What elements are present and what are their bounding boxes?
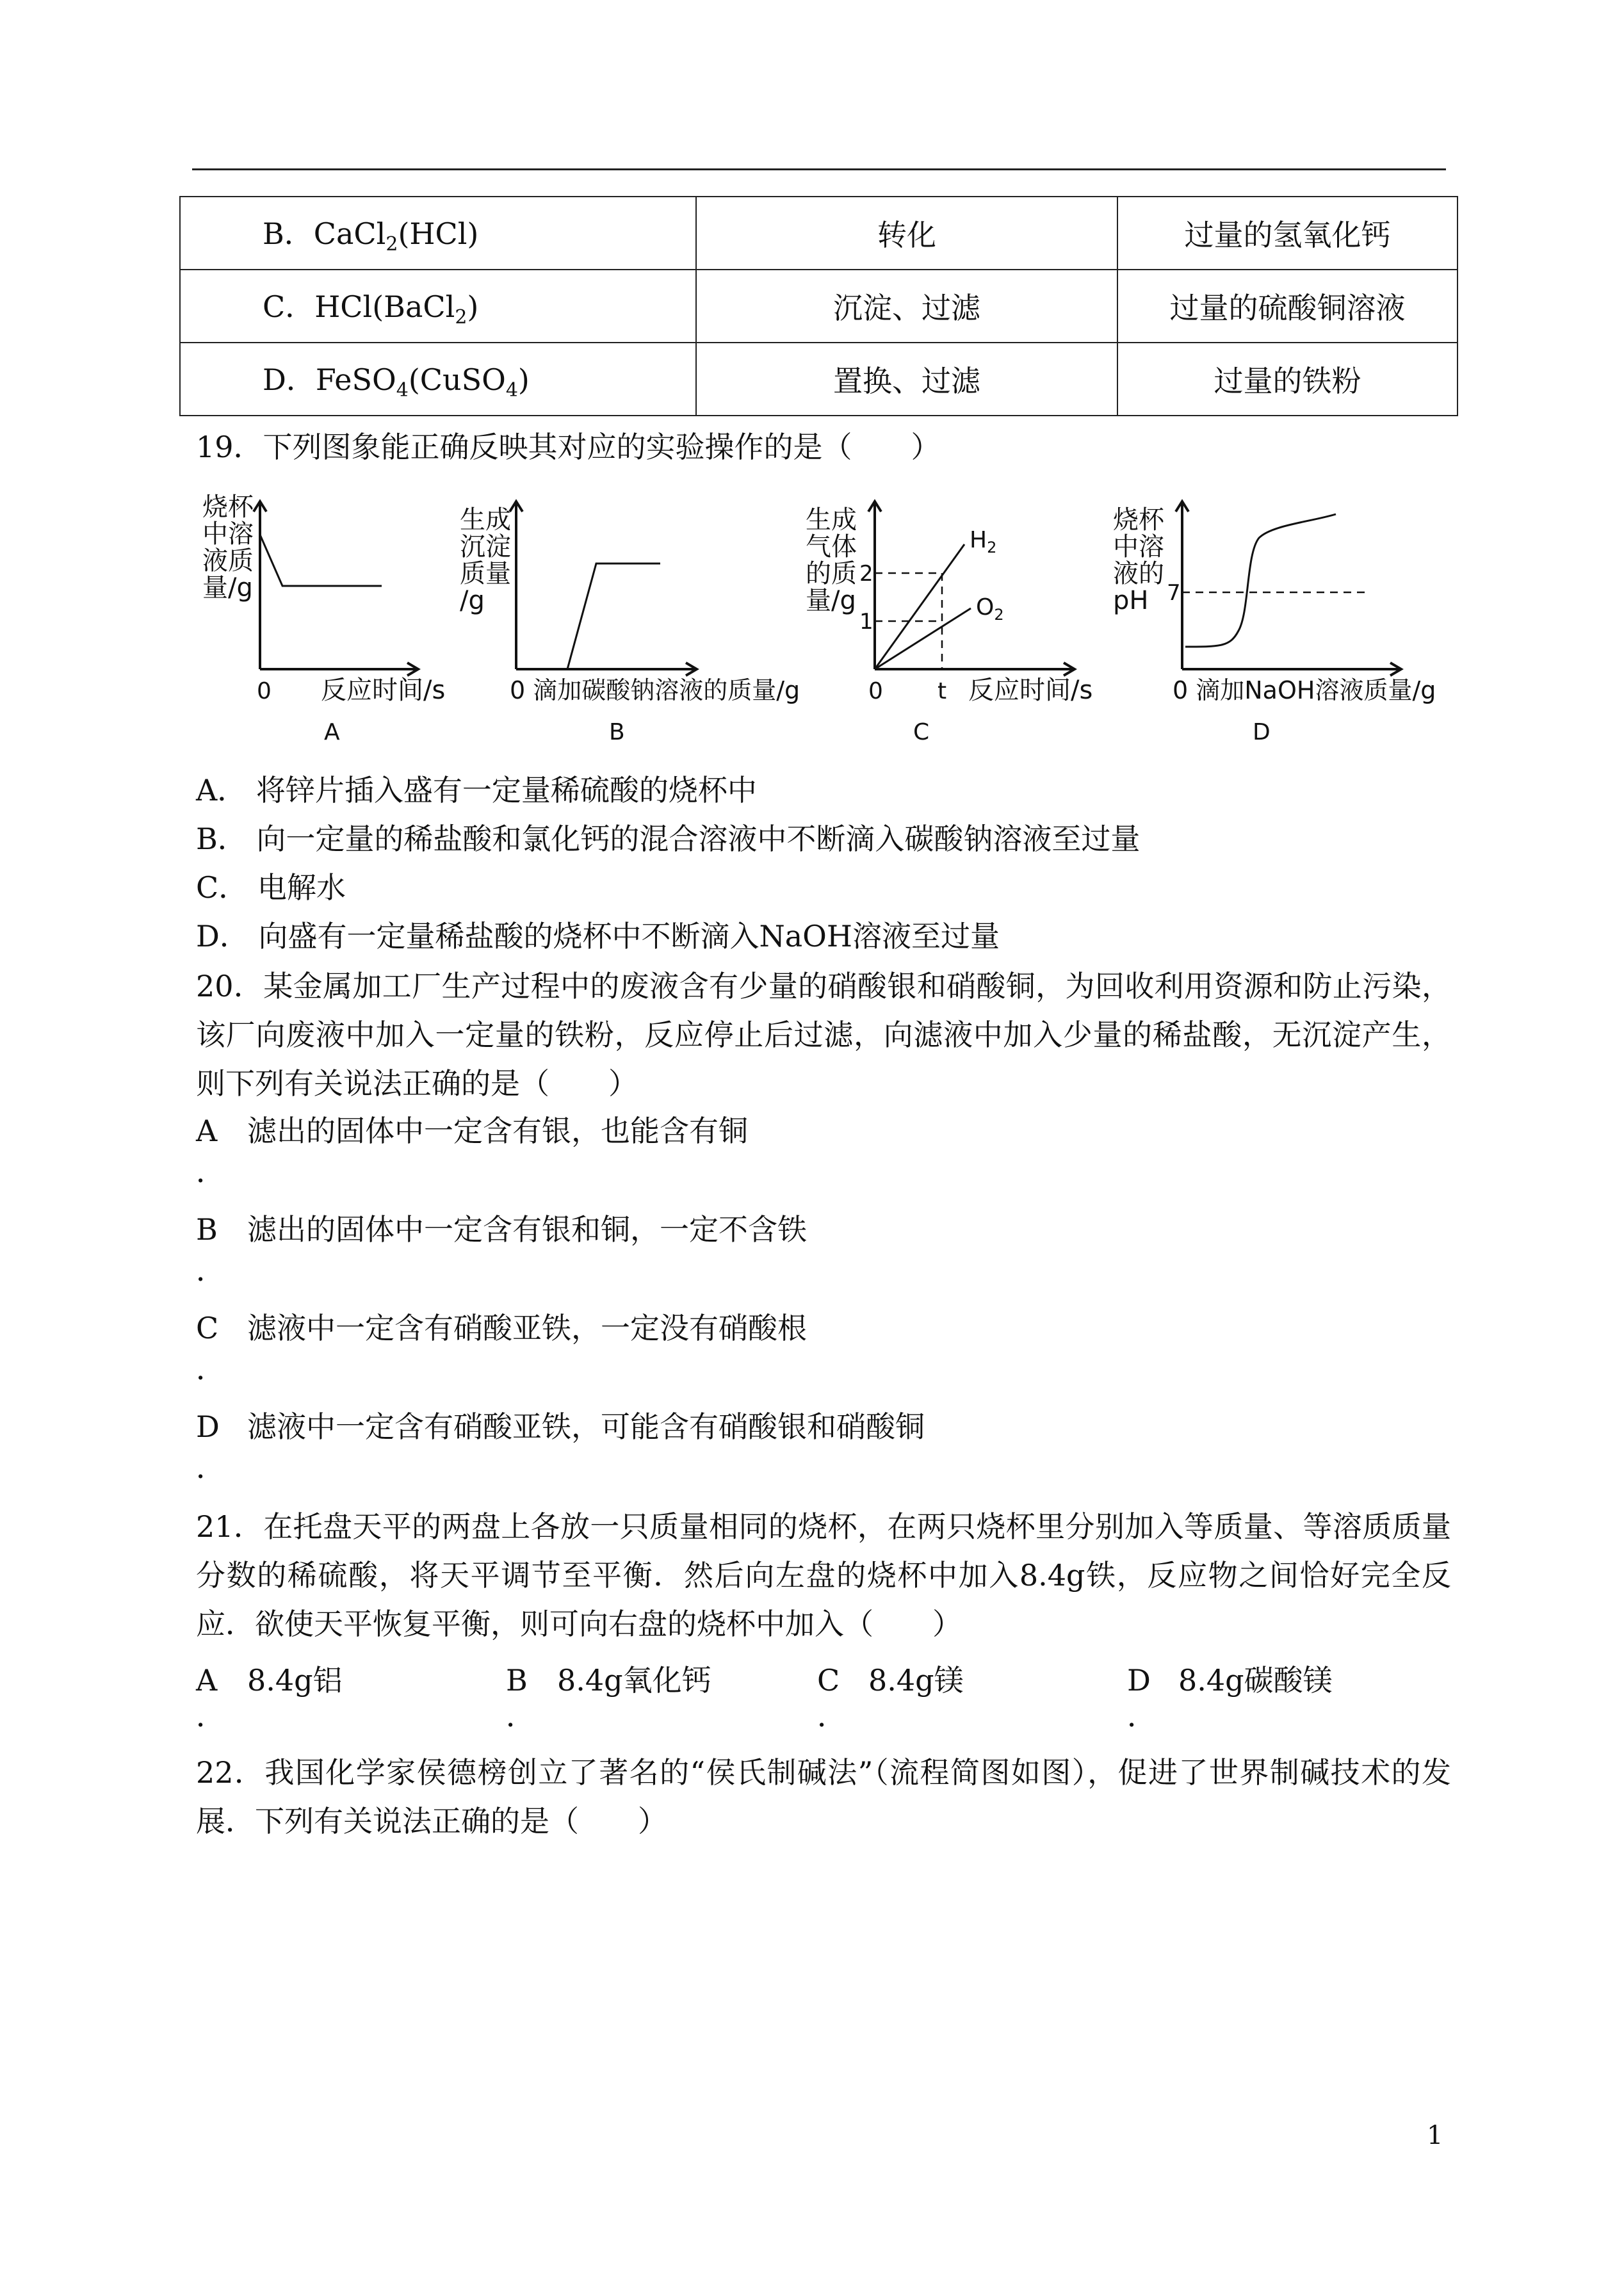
table-cell: 过量的硫酸铜溶液 (1117, 270, 1458, 343)
option-dot: ． (196, 1352, 225, 1386)
page-number: 1 (1427, 2121, 1443, 2150)
graph-d-ylabel: pH (1113, 586, 1149, 615)
q21-option-c: C 8.4g镁 (817, 1663, 964, 1698)
graph-c-origin: 0 (868, 678, 883, 704)
table-cell: D．FeSO$_4$(CuSO$_4$) (180, 343, 696, 416)
q19-option-a: A． 将锌片插入盛有一定量稀硫酸的烧杯中 (196, 773, 757, 807)
graph-d-tick: 7 (1167, 580, 1181, 606)
graph-c-ylabel: 生成 (806, 505, 857, 535)
option-dot: ． (196, 1155, 225, 1189)
graph-b-curve (567, 564, 660, 669)
q19-option-c: C． 电解水 (196, 870, 346, 905)
q19-graphs (196, 483, 1438, 752)
table-cell: 沉淀、过滤 (696, 270, 1117, 343)
graph-a-ylabel: 液质 (202, 546, 254, 576)
table-cell: 置换、过滤 (696, 343, 1117, 416)
option-dot: ． (1127, 1699, 1157, 1733)
graph-a-ylabel: 量/g (202, 573, 253, 603)
table-cell: 过量的铁粉 (1117, 343, 1458, 416)
graph-d-curve (1185, 514, 1336, 647)
options-table (179, 196, 1458, 416)
q19-stem: 19．下列图象能正确反映其对应的实验操作的是（ ） (196, 430, 941, 464)
graph-a-ylabel: 烧杯 (202, 492, 254, 522)
graph-c-caption: C (913, 719, 930, 745)
graph-c-tick: 2 (859, 561, 873, 587)
option-dot: ． (817, 1699, 847, 1733)
graph-b-caption: B (609, 719, 625, 745)
q21-stem: 21．在托盘天平的两盘上各放一只质量相同的烧杯，在两只烧杯里分别加入等质量、等溶质质量分数的稀硫酸，将天平调节至平衡．然后向左盘的烧杯中加入8.4g铁，反应物之间恰好完全反应．欲使天平恢复平衡，则可向右盘的烧杯中加入（ ） (196, 1509, 1451, 1641)
q20-option-a: A 滤出的固体中一定含有银，也能含有铜 (196, 1114, 748, 1148)
graph-d-xlabel: 0 滴加NaOH溶液质量/g (1173, 676, 1436, 704)
table-cell: B．CaCl$_2$(HCl) (180, 197, 696, 270)
q21-option-b: B 8.4g氧化钙 (506, 1663, 711, 1698)
table-row (180, 343, 1458, 416)
graph-b-ylabel: /g (460, 586, 485, 615)
table-cell: 转化 (696, 197, 1117, 270)
table-cell: C．HCl(BaCl$_2$) (180, 270, 696, 343)
graph-a-ylabel: 中溶 (202, 519, 254, 549)
graph-b-xlabel: 0 滴加碳酸钠溶液的质量/g (510, 676, 800, 704)
graph-d-ylabel: 烧杯 (1113, 505, 1164, 535)
q20-option-b: B 滤出的固体中一定含有银和铜，一定不含铁 (196, 1212, 807, 1247)
option-dot: ． (196, 1699, 225, 1733)
q20-option-c: C 滤液中一定含有硝酸亚铁，一定没有硝酸根 (196, 1311, 807, 1345)
graph-a-origin: 0 (257, 678, 272, 704)
graph-b-ylabel: 生成 (460, 505, 511, 535)
q20-option-d: D 滤液中一定含有硝酸亚铁，可能含有硝酸银和硝酸铜 (196, 1409, 925, 1444)
option-dot: ． (196, 1253, 225, 1288)
q19-option-d: D． 向盛有一定量稀盐酸的烧杯中不断滴入NaOH溶液至过量 (196, 919, 1000, 953)
option-dot: ． (506, 1699, 535, 1733)
table-row (180, 197, 1458, 270)
q19-option-b: B． 向一定量的稀盐酸和氯化钙的混合溶液中不断滴入碳酸钠溶液至过量 (196, 822, 1141, 856)
q21-option-d: D 8.4g碳酸镁 (1127, 1663, 1333, 1698)
graph-d-ylabel: 中溶 (1113, 532, 1164, 562)
graph-d-ylabel: 液的 (1113, 559, 1164, 588)
option-dot: ． (196, 1450, 225, 1485)
q20-stem: 20．某金属加工厂生产过程中的废液含有少量的硝酸银和硝酸铜，为回收利用资源和防止污染，该厂向废液中加入一定量的铁粉，反应停止后过滤，向滤液中加入少量的稀盐酸，无沉淀产生，则下列有关说法正确的是（ ） (196, 969, 1451, 1101)
graph-c-o2-line (875, 608, 971, 669)
header-rule (192, 168, 1446, 170)
graph-c-tick: 1 (859, 609, 873, 635)
graph-a-curve (260, 535, 382, 586)
graph-b-ylabel: 沉淀 (460, 532, 511, 562)
graph-c-ylabel: 的质 (806, 559, 857, 588)
graph-c-ylabel: 气体 (806, 532, 857, 562)
graph-c-h2-line (875, 544, 964, 669)
graph-b-ylabel: 质量 (460, 559, 511, 588)
graph-c-o2-label: $O_2$ (976, 594, 1004, 624)
graph-a-xlabel: 反应时间/s (321, 676, 446, 705)
graph-c-xlabel: 反应时间/s (968, 676, 1093, 705)
table-row (180, 270, 1458, 343)
table-cell: 过量的氢氧化钙 (1117, 197, 1458, 270)
graph-a-caption: A (324, 719, 340, 745)
graph-d-caption: D (1253, 719, 1271, 745)
q21-option-a: A 8.4g铝 (196, 1663, 343, 1698)
q22-stem: 22．我国化学家侯德榜创立了著名的“侯氏制碱法”（流程简图如图），促进了世界制碱技术的发展．下列有关说法正确的是（ ） (196, 1755, 1451, 1838)
graph-c-ylabel: 量/g (806, 586, 856, 615)
graph-c-t-label: t (938, 678, 947, 704)
graph-c-h2-label: $H_2$ (970, 527, 997, 556)
